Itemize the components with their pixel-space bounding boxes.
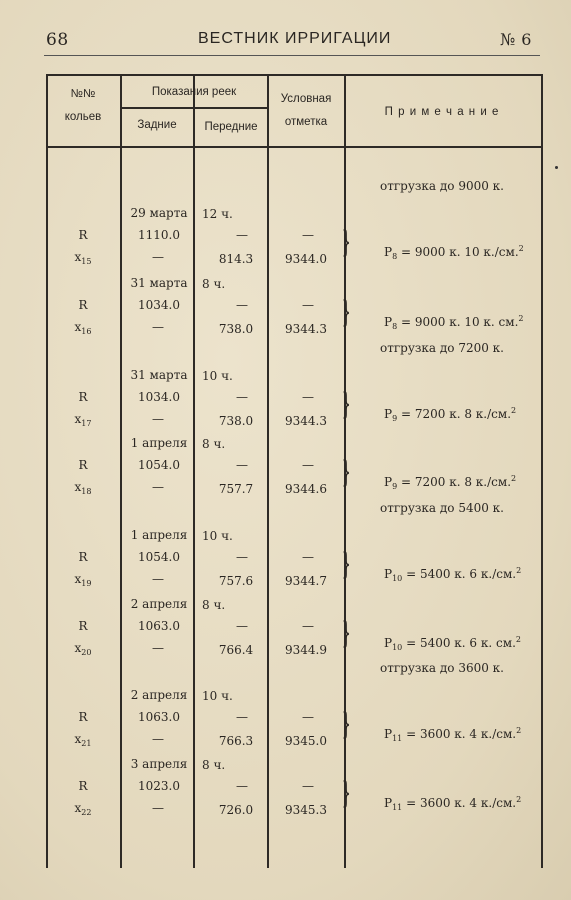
reading-time: 8 ч. (202, 598, 226, 612)
reference-stake: R (78, 458, 88, 472)
stake-index: 18 (81, 487, 92, 496)
conditional-mark: 9344.7 (285, 574, 327, 588)
reading-date: 1 апреля (130, 528, 188, 542)
back-dash: — (152, 412, 164, 426)
front-reading: 757.7 (218, 482, 254, 496)
stake-letter: x (74, 641, 82, 655)
front-dash: — (236, 779, 248, 793)
column-divider (267, 74, 269, 868)
brace-icon: } (342, 455, 351, 490)
back-reading: 1034.0 (138, 298, 180, 312)
unit-exponent: 2 (516, 726, 522, 735)
column-divider (193, 74, 195, 868)
reference-stake: R (78, 710, 88, 724)
back-dash: — (152, 801, 164, 815)
pressure-value: = 3600 к. 4 к./см. (402, 727, 517, 741)
unit-exponent: 2 (515, 635, 521, 644)
conditional-mark: 9344.0 (285, 252, 327, 266)
shipment-note: отгрузка до 5400 к. (379, 501, 505, 515)
stake-label (75, 320, 92, 339)
column-header-back: Задние (137, 119, 177, 131)
stake-label (75, 250, 92, 269)
stake-label (75, 732, 92, 751)
leveling-table (46, 74, 543, 868)
back-dash: — (152, 250, 164, 264)
brace-icon: } (342, 547, 351, 582)
unit-exponent: 2 (518, 314, 524, 323)
conditional-mark: 9344.3 (285, 322, 327, 336)
shipment-note: отгрузка до 7200 к. (379, 341, 505, 355)
conditional-mark: 9344.3 (285, 414, 327, 428)
stake-label (75, 801, 92, 820)
brace-icon: } (342, 225, 351, 260)
brace-icon: } (342, 707, 351, 742)
column-header-readings: Показания реек (151, 86, 237, 98)
reading-time: 10 ч. (202, 369, 233, 383)
page-number: 68 (46, 30, 69, 50)
shipment-note: отгрузка до 9000 к. (379, 179, 505, 193)
reference-stake: R (78, 228, 88, 242)
column-header-rings: №№ (70, 88, 96, 100)
reading-date: 31 марта (130, 276, 188, 290)
journal-title: ВЕСТНИК ИРРИГАЦИИ (198, 30, 392, 47)
reading-date: 31 марта (130, 368, 188, 382)
stake-letter: x (74, 732, 82, 746)
stake-label (75, 641, 92, 660)
pressure-symbol: P (384, 796, 393, 810)
stake-index: 19 (81, 579, 92, 588)
pressure-symbol: P (384, 407, 393, 421)
table-border-right (541, 74, 543, 868)
stake-letter: x (74, 801, 82, 815)
pressure-note (384, 242, 524, 264)
front-reading: 766.3 (218, 734, 254, 748)
stake-index: 16 (81, 327, 92, 336)
pressure-symbol: P (384, 475, 393, 489)
pressure-note (384, 564, 521, 586)
mark-dash: — (302, 710, 314, 724)
pressure-index: 9 (392, 414, 398, 423)
reference-stake: R (78, 550, 88, 564)
back-reading: 1054.0 (138, 458, 180, 472)
mark-dash: — (302, 619, 314, 633)
readings-subheader-rule (120, 107, 268, 109)
pressure-symbol: P (384, 245, 393, 259)
reference-stake: R (78, 298, 88, 312)
stake-letter: x (74, 412, 82, 426)
stake-letter: x (74, 320, 82, 334)
stake-index: 21 (81, 739, 92, 748)
pressure-index: 9 (392, 482, 398, 491)
stake-index: 17 (81, 419, 92, 428)
stake-label (75, 412, 92, 431)
pressure-index: 11 (392, 803, 403, 812)
pressure-symbol: P (384, 636, 393, 650)
unit-exponent: 2 (518, 244, 524, 253)
pressure-note (384, 312, 524, 334)
reading-time: 8 ч. (202, 758, 226, 772)
pressure-note (384, 793, 521, 815)
mark-dash: — (302, 228, 314, 242)
pressure-value: = 9000 к. 10 к./см. (397, 245, 519, 259)
back-dash: — (152, 320, 164, 334)
front-reading: 726.0 (218, 803, 254, 817)
column-header-front: Передние (204, 121, 258, 133)
brace-icon: } (342, 387, 351, 422)
unit-exponent: 2 (511, 406, 517, 415)
stake-index: 15 (81, 257, 92, 266)
pressure-value: = 5400 к. 6 к. см. (402, 636, 516, 650)
reading-time: 8 ч. (202, 437, 226, 451)
stake-label (75, 480, 92, 499)
reading-time: 10 ч. (202, 689, 233, 703)
mark-dash: — (302, 550, 314, 564)
pressure-value: = 3600 к. 4 к./см. (402, 796, 517, 810)
front-dash: — (236, 458, 248, 472)
mark-dash: — (302, 779, 314, 793)
header-bottom-rule (46, 146, 543, 148)
issue-number: № 6 (500, 30, 532, 49)
reference-stake: R (78, 619, 88, 633)
reading-date: 1 апреля (130, 436, 188, 450)
front-reading: 738.0 (218, 414, 254, 428)
reading-date: 2 апреля (130, 597, 188, 611)
column-header-mark-sub: отметка (284, 116, 328, 128)
column-header-rings-sub: кольев (64, 111, 102, 123)
table-top-rule (46, 74, 543, 76)
stake-index: 20 (81, 648, 92, 657)
mark-dash: — (302, 390, 314, 404)
unit-exponent: 2 (516, 795, 522, 804)
pressure-note (384, 724, 521, 746)
header-rule (44, 55, 540, 56)
back-dash: — (152, 480, 164, 494)
back-reading: 1063.0 (138, 619, 180, 633)
front-reading: 814.3 (218, 252, 254, 266)
reading-date: 2 апреля (130, 688, 188, 702)
unit-exponent: 2 (516, 566, 522, 575)
front-dash: — (236, 550, 248, 564)
stake-index: 22 (81, 808, 92, 817)
conditional-mark: 9345.3 (285, 803, 327, 817)
conditional-mark: 9345.0 (285, 734, 327, 748)
reading-date: 3 апреля (130, 757, 188, 771)
back-dash: — (152, 732, 164, 746)
brace-icon: } (342, 776, 351, 811)
reference-stake: R (78, 390, 88, 404)
column-header-mark: Условная (280, 93, 332, 105)
pressure-symbol: P (384, 567, 393, 581)
pressure-index: 8 (392, 322, 398, 331)
pressure-symbol: P (384, 315, 393, 329)
pressure-value: = 7200 к. 8 к./см. (397, 407, 512, 421)
table-border-left (46, 74, 48, 868)
pressure-value: = 5400 к. 6 к./см. (402, 567, 517, 581)
front-reading: 757.6 (218, 574, 254, 588)
front-dash: — (236, 390, 248, 404)
front-dash: — (236, 228, 248, 242)
pressure-note (384, 633, 521, 655)
column-header-note: П р и м е ч а н и е (384, 106, 500, 118)
stake-letter: x (74, 480, 82, 494)
back-dash: — (152, 572, 164, 586)
pressure-note (384, 404, 516, 426)
reading-date: 29 марта (130, 206, 188, 220)
pressure-index: 10 (392, 574, 403, 583)
back-dash: — (152, 641, 164, 655)
mark-dash: — (302, 458, 314, 472)
stake-label (75, 572, 92, 591)
back-reading: 1023.0 (138, 779, 180, 793)
pressure-index: 8 (392, 252, 398, 261)
front-dash: — (236, 619, 248, 633)
front-reading: 766.4 (218, 643, 254, 657)
stake-letter: x (74, 572, 82, 586)
reference-stake: R (78, 779, 88, 793)
back-reading: 1034.0 (138, 390, 180, 404)
brace-icon: } (342, 295, 351, 330)
brace-icon: } (342, 616, 351, 651)
pressure-value: = 7200 к. 8 к./см. (397, 475, 512, 489)
reading-time: 12 ч. (202, 207, 233, 221)
unit-exponent: 2 (511, 474, 517, 483)
shipment-note: отгрузка до 3600 к. (379, 661, 505, 675)
pressure-note (384, 472, 516, 494)
ink-spot (555, 166, 558, 169)
front-dash: — (236, 298, 248, 312)
back-reading: 1110.0 (138, 228, 180, 242)
pressure-symbol: P (384, 727, 393, 741)
reading-time: 8 ч. (202, 277, 226, 291)
column-divider (120, 74, 122, 868)
pressure-value: = 9000 к. 10 к. см. (397, 315, 519, 329)
conditional-mark: 9344.6 (285, 482, 327, 496)
front-dash: — (236, 710, 248, 724)
conditional-mark: 9344.9 (285, 643, 327, 657)
front-reading: 738.0 (218, 322, 254, 336)
pressure-index: 10 (392, 643, 403, 652)
stake-letter: x (74, 250, 82, 264)
back-reading: 1054.0 (138, 550, 180, 564)
pressure-index: 11 (392, 734, 403, 743)
back-reading: 1063.0 (138, 710, 180, 724)
mark-dash: — (302, 298, 314, 312)
reading-time: 10 ч. (202, 529, 233, 543)
